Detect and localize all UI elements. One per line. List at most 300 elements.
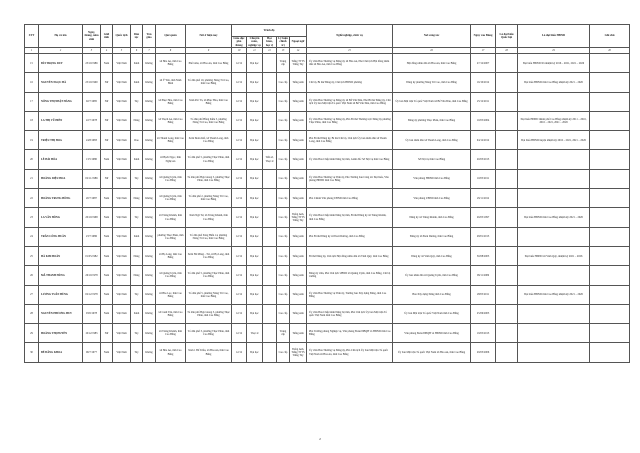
column-number: 3 (83, 48, 101, 54)
cell-work: Văn phòng HĐND tỉnh Cao Bằng (393, 169, 471, 188)
column-number: 18 (496, 48, 518, 54)
cell-qh (496, 343, 518, 362)
cell-eth: Kinh (131, 73, 143, 92)
cell-name: BÙI TRỌNG DUY (39, 54, 83, 73)
cell-sex: Nam (101, 285, 113, 304)
cell-work: Đảng ủy xã Trùng Khánh, tỉnh Cao Bằng (393, 208, 471, 227)
header-council-delegate: Là đại biểu HĐND (518, 25, 590, 48)
header-hometown: Quê quán (156, 25, 186, 48)
column-number: 4 (101, 48, 113, 54)
header-ethnicity: Dân tộc (131, 25, 143, 48)
table-row (25, 131, 630, 150)
cell-pol: Cao cấp (277, 92, 290, 111)
cell-work: Văn phòng UBND tỉnh Cao Bằng (393, 189, 471, 208)
cell-deg (263, 266, 277, 285)
cell-residence: Tổ dân phố Hợp Giang 3, phường Thục Phán, tỉnh Cao Bằng (186, 304, 232, 323)
cell-party: 16/10/2012 (471, 73, 496, 92)
cell-party: 20/03/2013 (471, 150, 496, 169)
cell-pol: Cao cấp (277, 169, 290, 188)
cell-dob: 24/8/1983 (83, 131, 101, 150)
cell-deg (263, 169, 277, 188)
cell-hdnd (518, 227, 590, 246)
cell-hdnd: Đại biểu HĐND huyện nhiệm kỳ 2016 – 2021, 2021 – 2026 (518, 131, 590, 150)
cell-residence: Xóm Ngã Tư, xã Trùng Khánh, tỉnh Cao Bằng (186, 208, 232, 227)
cell-eth: Nùng (131, 111, 143, 130)
cell-work: Ủy ban Mặt trận Tổ quốc Việt Nam tỉnh Cao Bằng (393, 304, 471, 323)
cell-residence: Xóm Pác Tà, xã Phục Hòa, tỉnh Cao Bằng (186, 92, 232, 111)
cell-deg (263, 189, 277, 208)
cell-nat: Việt Nam (113, 208, 131, 227)
column-number: 5 (113, 48, 131, 54)
cell-qh (496, 169, 518, 188)
cell-dob: 26/10/1978 (83, 266, 101, 285)
cell-residence: Tổ dân phố Sông Hiến 14, phường Nùng Trí Cao, tỉnh Cao Bằng (186, 227, 232, 246)
cell-stt: 26 (25, 266, 39, 285)
cell-prof: Đại học (247, 189, 263, 208)
cell-eth: Tày (131, 169, 143, 188)
cell-edu: 12/12 (232, 92, 247, 111)
cell-edu: 12/12 (232, 131, 247, 150)
cell-hometown: xã Canh Tân, tỉnh Cao Bằng (156, 304, 186, 323)
cell-prof: Đại học (247, 54, 263, 73)
table-row (25, 150, 630, 169)
cell-stt: 15 (25, 54, 39, 73)
cell-nat: Việt Nam (113, 343, 131, 362)
cell-rel: Không (143, 246, 156, 265)
cell-sex: Nữ (101, 73, 113, 92)
cell-rel: Không (143, 343, 156, 362)
cell-prof: Đại học (247, 92, 263, 111)
cell-dob: 23/7/1986 (83, 227, 101, 246)
cell-party: 27/12/2007 (471, 54, 496, 73)
cell-residence: Xóm Hà Mông - Trà, xã Hạ Lang, tỉnh Cao Bằng (186, 246, 232, 265)
cell-residence: Tổ dân phố 5, phường Thục Phán, tỉnh Cao Bằng (186, 150, 232, 169)
candidate-rows (25, 54, 630, 363)
cell-pol: Cao cấp (277, 189, 290, 208)
cell-residence: Phố Giản, xã Hòa An, tỉnh Cao Bằng (186, 54, 232, 73)
cell-nat: Việt Nam (113, 54, 131, 73)
cell-work: Ban Xây dựng Đảng tỉnh Cao Bằng (393, 285, 471, 304)
cell-name: LA VĂN HỒNG (39, 208, 83, 227)
cell-rel: Không (143, 304, 156, 323)
header-sex: Giới tính (101, 25, 113, 48)
cell-note (590, 208, 630, 227)
cell-stt: 20 (25, 150, 39, 169)
header-residence: Nơi ở hiện nay (186, 25, 232, 48)
cell-hometown: xã Hòa An, tỉnh Cao Bằng (156, 54, 186, 73)
header-occupation: Nghề nghiệp, chức vụ (307, 25, 393, 48)
cell-nat: Việt Nam (113, 92, 131, 111)
cell-party: 28/05/2011 (471, 285, 496, 304)
cell-note (590, 92, 630, 111)
table-row (25, 189, 630, 208)
cell-eth: Kinh (131, 54, 143, 73)
cell-pol: Cao cấp (277, 131, 290, 150)
column-number: 8 (156, 48, 186, 54)
cell-pol: Cao cấp (277, 246, 290, 265)
cell-prof: Đại học (247, 266, 263, 285)
cell-hometown: phường Thục Phán, tỉnh Cao Bằng (156, 227, 186, 246)
cell-party: 25/12/2011 (471, 92, 496, 111)
cell-hdnd (518, 169, 590, 188)
cell-edu: 12/12 (232, 266, 247, 285)
cell-note (590, 304, 630, 323)
cell-note (590, 227, 630, 246)
cell-note (590, 189, 630, 208)
table-row (25, 304, 630, 323)
cell-edu: 12/12 (232, 208, 247, 227)
header-stt: STT (25, 25, 39, 48)
cell-edu: 12/12 (232, 324, 247, 343)
cell-rel: Không (143, 150, 156, 169)
cell-job: Ủy viên Ban Thường vụ Đảng ủy xã Hòa An, Phó Chủ tịch Hội đồng nhân dân xã Hòa An, tỉnh Cao Bằng (307, 54, 393, 73)
cell-qh (496, 54, 518, 73)
cell-note (590, 285, 630, 304)
cell-edu: 12/12 (232, 54, 247, 73)
cell-note (590, 73, 630, 92)
cell-prof: Đại học (247, 150, 263, 169)
cell-hdnd: Đại biểu HĐND Xã nhiệm kỳ 2016 – 2021, 2021 – 2026 (518, 54, 590, 73)
cell-qh (496, 227, 518, 246)
cell-dob: 01/05/1982 (83, 246, 101, 265)
cell-edu: 12/12 (232, 150, 247, 169)
header-name: Họ và tên (39, 25, 83, 48)
table-row (25, 285, 630, 304)
cell-sex: Nam (101, 208, 113, 227)
cell-lang: Tiếng Anh (290, 150, 307, 169)
table-row (25, 343, 630, 362)
table-row (25, 324, 630, 343)
cell-dob: 03/6/1978 (83, 304, 101, 323)
cell-party: 10/05/2004 (471, 111, 496, 130)
cell-name: LA THỊ VŨ HIỀN (39, 111, 83, 130)
cell-residence: Tổ dân phố 5, phường Nùng Trí Cao, tỉnh Cao Bằng (186, 285, 232, 304)
cell-work: Hội đồng nhân dân xã Hòa An, tỉnh Cao Bằng (393, 54, 471, 73)
cell-hometown: xã Quảng Uyên, tỉnh Cao Bằng (156, 189, 186, 208)
cell-party: 29/11/2012 (471, 189, 496, 208)
cell-residence: Tổ dân phố Hợp Giang 5, phường Thục Phán, tỉnh Cao Bằng (186, 169, 232, 188)
column-number: 19 (518, 48, 590, 54)
cell-nat: Việt Nam (113, 285, 131, 304)
cell-rel: Không (143, 189, 156, 208)
cell-lang: Tiếng Anh (290, 304, 307, 323)
candidate-table (24, 24, 630, 363)
cell-eth: Nùng (131, 246, 143, 265)
cell-nat: Việt Nam (113, 266, 131, 285)
cell-edu: 12/12 (232, 304, 247, 323)
cell-rel: Không (143, 285, 156, 304)
cell-pol: Cao cấp (277, 73, 290, 92)
candidate-table-sheet (24, 24, 625, 363)
cell-nat: Việt Nam (113, 227, 131, 246)
cell-lang: Tiếng Anh (290, 227, 307, 246)
cell-dob: 10/12/1985 (83, 324, 101, 343)
cell-hdnd: Đại biểu HĐND tỉnh Cao Bằng nhiệm kỳ 2021 – 2026 (518, 73, 590, 92)
cell-rel: Không (143, 227, 156, 246)
table-row (25, 208, 630, 227)
cell-job: Ủy viên Ban Thường vụ Đảng ủy, Phó Bí thư Thường trực Đảng ủy phường Thục Phán, tỉnh Cao Bằng (307, 111, 393, 130)
cell-sex: Nữ (101, 111, 113, 130)
cell-note (590, 343, 630, 362)
cell-residence: Tổ dân phố Hồng Kiều 5, phường Nùng Trí Cao, tỉnh Cao Bằng (186, 111, 232, 130)
cell-party: 04/12/2012 (471, 131, 496, 150)
cell-eth: Kinh (131, 304, 143, 323)
cell-hdnd (518, 343, 590, 362)
cell-work: Ủy ban Mặt trận Tổ quốc Việt Nam xã Bế Văn Đàn, tỉnh Cao Bằng (393, 92, 471, 111)
cell-note (590, 246, 630, 265)
page-number: 2 (319, 437, 321, 441)
cell-hometown: xã Trùng Khánh, tỉnh Cao Bằng (156, 208, 186, 227)
cell-lang: Tiếng Anh (290, 189, 307, 208)
header-education-group: Trình độ (232, 25, 307, 37)
cell-lang: Tiếng TTTS Tiếng Tày (290, 54, 307, 73)
cell-hometown: xã Ý Yên, tỉnh Ninh Bình (156, 73, 186, 92)
cell-residence: Tổ dân phố 3, phường Thục Phán, tỉnh Cao Bằng (186, 324, 232, 343)
cell-prof: Đại học (247, 304, 263, 323)
cell-lang: Tiếng Anh, Tiếng TTTS Tiếng Tày (290, 208, 307, 227)
cell-prof: Đại học (247, 285, 263, 304)
cell-name: HOÀNG TRUNG HỒNG (39, 189, 83, 208)
cell-qh (496, 189, 518, 208)
cell-sex: Nữ (101, 92, 113, 111)
table-row (25, 92, 630, 111)
cell-prof: Đại học (247, 169, 263, 188)
cell-work: Ủy ban nhân dân xã Thanh Long, tỉnh Cao Bằng (393, 131, 471, 150)
cell-party: 10/05/2011 (471, 169, 496, 188)
column-number: 1 (25, 48, 39, 54)
cell-lang: Tiếng Anh (290, 285, 307, 304)
cell-residence: Tổ dân phố 10, phường Nùng Trí Cao, tỉnh Cao Bằng (186, 73, 232, 92)
column-number: 12 (263, 48, 277, 54)
cell-work: Sở Nội vụ tỉnh Cao Bằng (393, 150, 471, 169)
cell-pol: Cao cấp (277, 304, 290, 323)
cell-deg (263, 246, 277, 265)
cell-hometown: xã Bạch Ngọc, tỉnh Nghệ An (156, 150, 186, 169)
cell-stt: 19 (25, 131, 39, 150)
cell-hdnd (518, 266, 590, 285)
cell-residence: Xóm 1 Bế Triều, xã Hòa An, tỉnh Cao Bằng (186, 343, 232, 362)
cell-job: Phó Trưởng phòng Nghiệp vụ, Văn phòng Đoàn ĐBQH và HĐND tỉnh Cao Bằng (307, 324, 393, 343)
cell-deg (263, 227, 277, 246)
cell-qh (496, 131, 518, 150)
header-dob: Ngày, tháng, năm sinh (83, 25, 101, 48)
cell-edu: 12/12 (232, 246, 247, 265)
cell-name: NGUYỄN PHƯƠNG HUY (39, 304, 83, 323)
cell-stt: 21 (25, 169, 39, 188)
cell-dob: 06/7/1977 (83, 343, 101, 362)
cell-residence: Tổ dân phố 5, phường Thục Phán, tỉnh Cao Bằng (186, 266, 232, 285)
cell-hdnd: Đại biểu HĐND xã Vinh Quý, nhiệm kỳ 2021 – 2026 (518, 246, 590, 265)
cell-name: LƯƠNG TUẤN HÙNG (39, 285, 83, 304)
cell-name: MÃ THANH HÙNG (39, 266, 83, 285)
cell-hometown: xã Quảng Uyên, tỉnh Cao Bằng (156, 169, 186, 188)
cell-party: 30/08/2003 (471, 246, 496, 265)
cell-dob: 02/12/1978 (83, 285, 101, 304)
cell-prof: Đại học (247, 227, 263, 246)
header-na-delegate: Là đại biểu Quốc hội (496, 25, 518, 48)
cell-work: Đảng ủy phường Nùng Trí Cao, tỉnh Cao Bằng (393, 73, 471, 92)
cell-edu: 12/12 (232, 285, 247, 304)
cell-eth: Kinh (131, 227, 143, 246)
cell-rel: Không (143, 73, 156, 92)
cell-rel: Không (143, 92, 156, 111)
cell-prof: Đại học (247, 208, 263, 227)
cell-party: 29/03/2006 (471, 343, 496, 362)
cell-party: 28/01/2013 (471, 227, 496, 246)
cell-hometown: xã Thanh Long, tỉnh Cao Bằng (156, 131, 186, 150)
cell-job: Ủy viên Ban Chấp hành Đảng bộ tỉnh, Bí thư Đảng ủy xã Trùng Khánh, tỉnh Cao Bằng (307, 208, 393, 227)
cell-work: Đảng ủy xã Vinh Quý, tỉnh Cao Bằng (393, 246, 471, 265)
cell-nat: Việt Nam (113, 189, 131, 208)
cell-nat: Việt Nam (113, 304, 131, 323)
column-number: 10 (232, 48, 247, 54)
cell-qh (496, 285, 518, 304)
cell-stt: 24 (25, 227, 39, 246)
cell-sex: Nam (101, 343, 113, 362)
column-number: 11 (247, 48, 263, 54)
cell-lang: Tiếng Anh, Tiếng TTTS Tiếng Tày (290, 343, 307, 362)
cell-name: HOÀNG DIỆU HOA (39, 169, 83, 188)
cell-qh (496, 246, 518, 265)
cell-stt: 30 (25, 343, 39, 362)
header-general-edu: Giáo dục phổ thông (233, 36, 245, 47)
cell-lang: Tiếng Anh (290, 169, 307, 188)
cell-rel: Không (143, 131, 156, 150)
cell-work: Văn phòng Đoàn ĐBQH và HĐND tỉnh Cao Bằng (393, 324, 471, 343)
cell-qh (496, 208, 518, 227)
column-number: 6 (131, 48, 143, 54)
cell-hdnd (518, 189, 590, 208)
cell-prof: Đại học (247, 246, 263, 265)
cell-pol: Trung cấp (277, 324, 290, 343)
header-workplace: Nơi công tác (393, 25, 471, 48)
cell-job: Bí thư Đảng ủy, Chủ tịch Hội đồng nhân dân xã Vinh Quý, tỉnh Cao Bằng (307, 246, 393, 265)
cell-nat: Việt Nam (113, 246, 131, 265)
cell-note (590, 150, 630, 169)
cell-note (590, 324, 630, 343)
cell-deg (263, 111, 277, 130)
cell-lang: Tiếng Anh (290, 111, 307, 130)
cell-name: TRIỆU THỊ HOA (39, 131, 83, 150)
cell-prof: Đại học (247, 131, 263, 150)
cell-qh (496, 111, 518, 130)
cell-lang: Tiếng Anh (290, 131, 307, 150)
cell-party: 25/06/2003 (471, 304, 496, 323)
header-nationality: Quốc tịch (113, 25, 131, 48)
cell-pol: Cao cấp (277, 343, 290, 362)
cell-deg (263, 54, 277, 73)
cell-nat: Việt Nam (113, 169, 131, 188)
column-number: 13 (277, 48, 290, 54)
cell-rel: Không (143, 111, 156, 130)
cell-stt: 23 (25, 208, 39, 227)
cell-dob: 25/10/1990 (83, 73, 101, 92)
cell-dob: 02/11/1986 (83, 169, 101, 188)
table-row (25, 246, 630, 265)
column-number: 17 (471, 48, 496, 54)
cell-pol: Cao cấp (277, 285, 290, 304)
column-number: 7 (143, 48, 156, 54)
cell-pol: Cao cấp (277, 266, 290, 285)
cell-sex: Nam (101, 246, 113, 265)
cell-sex: Nữ (101, 324, 113, 343)
cell-edu: 12/12 (232, 343, 247, 362)
column-number: 9 (186, 48, 232, 54)
cell-work: Đảng ủy phường Thục Phán, tỉnh Cao Bằng (393, 111, 471, 130)
cell-deg (263, 73, 277, 92)
cell-job: Phó Bí thư Đảng ủy xã Đoài Dương, tỉnh Cao Bằng (307, 227, 393, 246)
cell-qh (496, 266, 518, 285)
cell-eth: Kinh (131, 150, 143, 169)
cell-pol: Cao cấp (277, 111, 290, 130)
header-language: Ngoại ngữ (290, 37, 307, 48)
cell-eth: Tày (131, 285, 143, 304)
cell-pol: Cao cấp (277, 150, 290, 169)
cell-edu: 12/12 (232, 73, 247, 92)
header-party-date: Ngày vào Đảng (471, 25, 496, 48)
cell-qh (496, 73, 518, 92)
cell-hometown: xã Quảng Uyên, tỉnh Cao Bằng (156, 266, 186, 285)
cell-hometown: xã Bảo Lạc, tỉnh Cao Bằng (156, 285, 186, 304)
cell-hdnd: Đại biểu HĐND tỉnh Cao Bằng nhiệm kỳ 2021 – 2026 (518, 285, 590, 304)
cell-qh (496, 304, 518, 323)
cell-job: Ủy viên Ban Chấp hành Đảng bộ tỉnh, Phó Chủ tịch Ủy ban Mặt trận Tổ quốc Việt Nam tỉnh Cao Bằng (307, 304, 393, 323)
cell-job: Ủy viên Ban Thường vụ Đảng ủy xã Bế Văn Đàn, Phó Bí thư Đảng ủy, Chủ tịch Ủy ban Mặt trận Tổ quốc Việt Nam xã Bế Văn Đàn, tỉnh Cao Bằng (307, 92, 393, 111)
cell-job: Phó Chánh Văn phòng UBND tỉnh Cao Bằng (307, 189, 393, 208)
cell-hdnd (518, 324, 590, 343)
table-row (25, 111, 630, 130)
header-note: Ghi chú (590, 25, 630, 48)
cell-pol: Cao cấp (277, 208, 290, 227)
cell-job: Chi bộ, Bí thư Đảng ủy, Chủ tịch HĐND phường (307, 73, 393, 92)
cell-job: Đảng ủy viên, Phó Chủ tịch UBND xã Quảng Uyên, tỉnh Cao Bằng, Chi bộ trưởng (307, 266, 393, 285)
cell-hometown: xã Hòa An, tỉnh Cao Bằng (156, 343, 186, 362)
cell-stt: 22 (25, 189, 39, 208)
table-row (25, 227, 630, 246)
cell-job: Ủy viên Ban Thường vụ Đảng ủy, Phó Chủ tịch Ủy ban Mặt trận Tổ quốc Việt Nam xã Hòa An, tỉnh Cao Bằng (307, 343, 393, 362)
column-number: 20 (590, 48, 630, 54)
cell-dob: 22/7/1978 (83, 111, 101, 130)
column-number: 14 (290, 48, 307, 54)
cell-prof: Đại học (247, 343, 263, 362)
cell-dob: 20/10/1968 (83, 208, 101, 227)
cell-qh (496, 324, 518, 343)
cell-lang: Tiếng Anh (290, 73, 307, 92)
cell-deg (263, 208, 277, 227)
cell-eth: Nùng (131, 266, 143, 285)
cell-work: Ủy ban nhân dân xã Quảng Uyên, tỉnh Cao Bằng (393, 266, 471, 285)
cell-dob: 02/7/1985 (83, 92, 101, 111)
cell-job: Ủy viên Ban Chấp hành Đảng bộ tỉnh, Giám đốc Sở Nội vụ tỉnh Cao Bằng (307, 150, 393, 169)
cell-eth: Dao (131, 131, 143, 150)
column-number: 15 (307, 48, 393, 54)
cell-deg (263, 285, 277, 304)
cell-deg: Tiến sĩ, Thạc sĩ (263, 150, 277, 169)
cell-edu: 12/12 (232, 189, 247, 208)
cell-sex: Nữ (101, 131, 113, 150)
cell-sex: Nam (101, 189, 113, 208)
cell-qh (496, 92, 518, 111)
cell-rel: Không (143, 324, 156, 343)
cell-job: Phó Bí thư Đảng ủy, Bí thư Chi bộ, Chủ tịch Ủy ban nhân dân xã Thanh Long, tỉnh Cao Bằng (307, 131, 393, 150)
cell-deg (263, 324, 277, 343)
cell-sex: Nữ (101, 169, 113, 188)
cell-eth: Tày (131, 208, 143, 227)
cell-nat: Việt Nam (113, 131, 131, 150)
cell-name: NGUYỄN NGỌC HÀ (39, 73, 83, 92)
cell-stt: 18 (25, 111, 39, 130)
cell-deg (263, 131, 277, 150)
